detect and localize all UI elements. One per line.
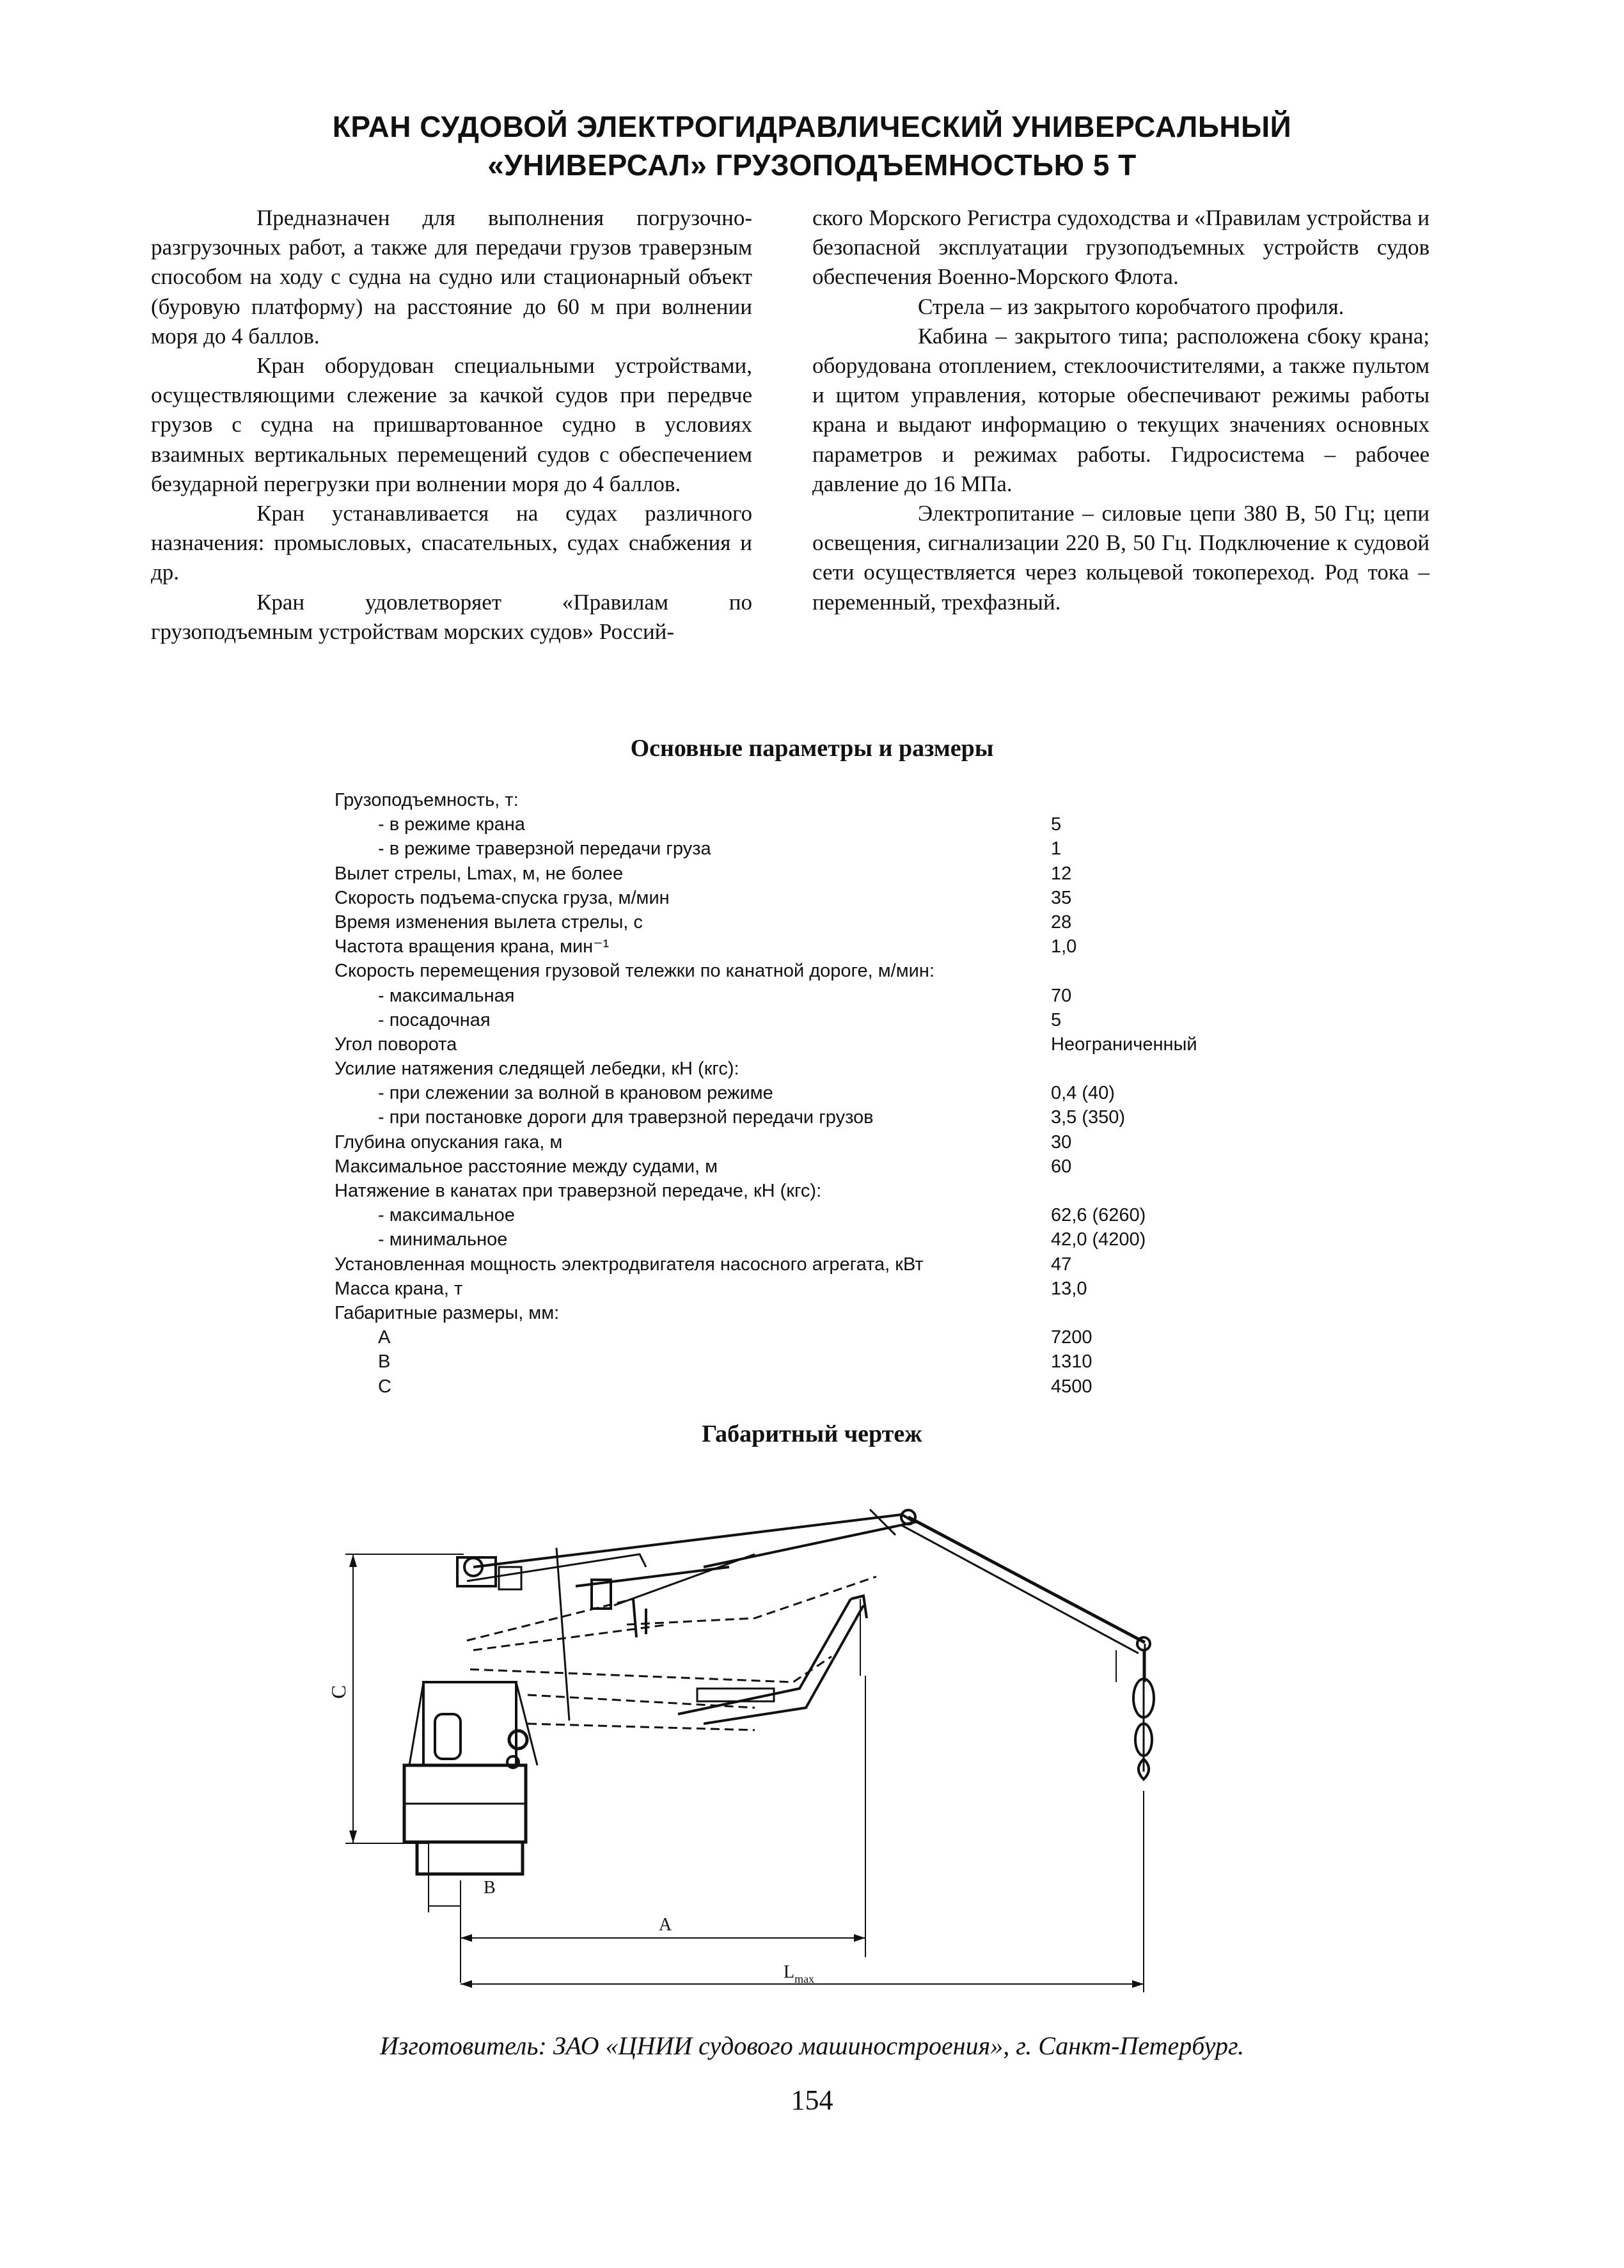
- label-b: В: [484, 1878, 496, 1898]
- title-line-2: «УНИВЕРСАЛ» ГРУЗОПОДЪЕМНОСТЬЮ 5 Т: [487, 148, 1137, 182]
- param-value: 7200: [1051, 1327, 1092, 1348]
- param-value: Неограниченный: [1051, 1034, 1197, 1055]
- param-row: [335, 1057, 1294, 1081]
- param-row: [335, 959, 1294, 983]
- param-row: [335, 837, 1294, 861]
- intro-left-column: [151, 203, 752, 647]
- param-row: [335, 862, 1294, 886]
- param-label: - в режиме крана: [378, 814, 525, 835]
- param-row: [335, 1350, 1294, 1374]
- document-title: [0, 107, 1624, 184]
- param-row: [335, 1032, 1294, 1057]
- param-row: [335, 886, 1294, 910]
- param-label: Усилие натяжения следящей лебедки, кН (кгс):: [335, 1059, 739, 1080]
- intro-paragraph: ского Морского Регистра судоходства и «Правилам устройства и безопасной эксплуатации грузоподъемных устройств судов обеспечения Военно-Морского Флота.: [812, 205, 1430, 290]
- param-value: 60: [1051, 1156, 1072, 1177]
- label-c: С: [327, 1685, 350, 1699]
- param-label: Вылет стрелы, Lmax, м, не более: [335, 863, 624, 884]
- label-lmax: $L_{max}$: [784, 1962, 815, 1985]
- param-label: - в режиме траверзной передачи груза: [378, 839, 711, 860]
- param-row: [335, 1203, 1294, 1227]
- param-value: 12: [1051, 863, 1072, 884]
- param-label: - при слежении за волной в крановом режиме: [378, 1083, 773, 1104]
- param-label: - максимальная: [378, 985, 515, 1006]
- param-row: [335, 812, 1294, 837]
- param-row: [335, 1374, 1294, 1399]
- manufacturer-line: Изготовитель: ЗАО «ЦНИИ судового машиностроения», г. Санкт-Петербург.: [379, 2031, 1245, 2060]
- param-value: 0,4 (40): [1051, 1083, 1115, 1104]
- intro-paragraph: Стрела – из закрытого коробчатого профиля.: [918, 294, 1344, 319]
- label-a: А: [659, 1915, 672, 1935]
- param-label: Время изменения вылета стрелы, с: [335, 911, 643, 933]
- intro-paragraph: Кран удовлетворяет «Правилам по грузоподъемным устройствам морских судов» Россий-: [151, 589, 752, 644]
- param-row: [335, 1008, 1294, 1032]
- intro-paragraph: Кабина – закрытого типа; расположена сбоку крана; оборудована отоплением, стеклоочистителями, а также пультом и щитом управления, которые обеспечивают режимы работы крана и выдают информацию о текущих значениях основных параметров и режимах работы. Гидросистема – рабочее давление до 16 МПа.: [812, 323, 1430, 496]
- param-row: [335, 1081, 1294, 1105]
- crane-base: [404, 1682, 537, 1874]
- param-row: [335, 1301, 1294, 1325]
- param-label: А: [378, 1327, 391, 1348]
- param-label: - при постановке дороги для траверзной передачи грузов: [378, 1107, 874, 1128]
- drawing-heading: Габаритный чертеж: [702, 1421, 922, 1447]
- param-row: [335, 1105, 1294, 1130]
- param-label: С: [378, 1376, 391, 1397]
- param-label: Скорость перемещения грузовой тележки по канатной дороге, м/мин:: [335, 961, 934, 982]
- param-value: 42,0 (4200): [1051, 1229, 1146, 1250]
- param-value: 1,0: [1051, 936, 1077, 957]
- param-value: 30: [1051, 1131, 1072, 1153]
- dimension-lmax: [461, 1791, 1144, 1992]
- dimension-drawing: [327, 1471, 1171, 2008]
- param-value: 35: [1051, 887, 1072, 908]
- param-label: Установленная мощность электродвигателя насосного агрегата, кВт: [335, 1254, 924, 1275]
- param-value: 13,0: [1051, 1278, 1087, 1299]
- intro-right-column: [812, 203, 1430, 617]
- param-label: - максимальное: [378, 1205, 515, 1226]
- param-value: 3,5 (350): [1051, 1107, 1126, 1128]
- title-line-1: КРАН СУДОВОЙ ЭЛЕКТРОГИДРАВЛИЧЕСКИЙ УНИВЕРСАЛЬНЫЙ: [332, 110, 1292, 143]
- param-label: Габаритные размеры, мм:: [335, 1302, 560, 1323]
- param-row: [335, 1227, 1294, 1252]
- param-row: [335, 1252, 1294, 1277]
- param-row: [335, 910, 1294, 934]
- param-row: [335, 1179, 1294, 1203]
- page-number: 154: [791, 2084, 833, 2116]
- crane-boom-lowered-frame: [633, 1596, 867, 1724]
- param-row: [335, 984, 1294, 1008]
- param-label: Масса крана, т: [335, 1278, 463, 1299]
- param-value: 70: [1051, 985, 1072, 1006]
- param-label: Глубина опускания гака, м: [335, 1131, 563, 1153]
- param-value: 5: [1051, 814, 1062, 835]
- param-row: [335, 1130, 1294, 1154]
- crane-boom-lowered: [467, 1577, 876, 1730]
- params-table: [335, 788, 1294, 1399]
- param-row: [335, 1325, 1294, 1350]
- crane-boom-raised: [457, 1510, 915, 1721]
- param-label: Максимальное расстояние между судами, м: [335, 1156, 718, 1177]
- dimension-b: [429, 1843, 496, 1983]
- intro-paragraph: Электропитание – силовые цепи 380 В, 50 Гц; цепи освещения, сигнализации 220 В, 50 Гц. Подключение к судовой сети осуществляется через кольцевой токопереход. Род тока – переменный, трехфазный.: [812, 501, 1430, 615]
- intro-paragraph: Кран устанавливается на судах различного назначения: промысловых, спасательных, судах снабжения и др.: [151, 501, 752, 585]
- param-label: Угол поворота: [335, 1034, 457, 1055]
- param-label: В: [378, 1351, 391, 1373]
- param-value: 28: [1051, 911, 1072, 933]
- dimension-c: [327, 1554, 464, 1843]
- dimension-a: [461, 1676, 865, 1957]
- param-row: [335, 788, 1294, 812]
- param-row: [335, 934, 1294, 959]
- param-label: - посадочная: [378, 1009, 491, 1030]
- crane-jib: [870, 1509, 1150, 1682]
- intro-paragraph: Кран оборудован специальными устройствами, осуществляющими слежение за качкой судов при передвче грузов с судна на пришвартованное судно в условиях взаимных вертикальных перемещений судов с обеспечением безударной перегрузки при волнении моря до 4 баллов.: [151, 353, 752, 496]
- intro-paragraph: Предназначен для выполнения погрузочно-разгрузочных работ, а также для передачи грузов траверзным способом на ходу с судна на судно или стационарный объект (буровую платформу) на расстояние до 60 м при волнении моря до 4 баллов.: [151, 205, 752, 349]
- param-row: [335, 1154, 1294, 1179]
- param-label: Скорость подъема-спуска груза, м/мин: [335, 887, 670, 908]
- param-row: [335, 1277, 1294, 1301]
- param-label: Грузоподъемность, т:: [335, 790, 519, 810]
- param-value: 5: [1051, 1009, 1062, 1030]
- param-label: - минимальное: [378, 1229, 508, 1250]
- param-value: 62,6 (6260): [1051, 1205, 1146, 1226]
- param-label: Частота вращения крана, мин⁻¹: [335, 936, 610, 957]
- crane-hook: [1133, 1650, 1154, 1779]
- param-value: 47: [1051, 1254, 1072, 1275]
- params-heading: Основные параметры и размеры: [630, 735, 994, 762]
- param-value: 4500: [1051, 1376, 1092, 1397]
- param-value: 1: [1051, 839, 1062, 860]
- param-value: 1310: [1051, 1351, 1092, 1373]
- param-label: Натяжение в канатах при траверзной передаче, кН (кгс):: [335, 1181, 822, 1201]
